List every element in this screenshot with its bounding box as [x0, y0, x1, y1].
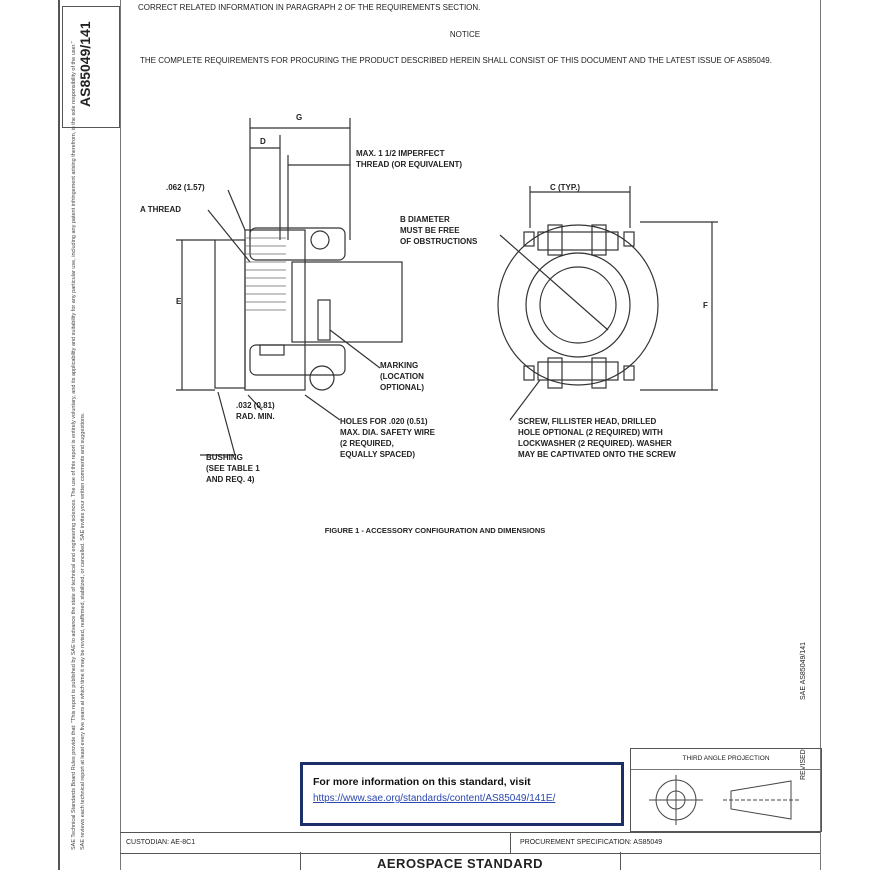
wire-hole-bottom — [310, 366, 334, 390]
wire-hole-top — [311, 231, 329, 249]
label-e: E — [176, 297, 182, 306]
procurement-spec-text: PROCUREMENT SPECIFICATION: AS85049 — [520, 839, 663, 846]
label-a-thread: A THREAD — [140, 205, 182, 214]
label-g: G — [296, 113, 303, 122]
standard-link[interactable]: https://www.sae.org/standards/content/AS85049/141E/ — [313, 793, 556, 804]
label-f: F — [703, 301, 708, 310]
thread-hatching — [246, 238, 286, 310]
projection-symbol-icon — [631, 769, 821, 831]
a-thread-leader — [208, 210, 250, 262]
label-c-typ: C (TYP.) — [550, 183, 581, 192]
right-margin-code: SAE AS85049/141 — [800, 642, 807, 700]
top-note: CORRECT RELATED INFORMATION IN PARAGRAPH 2 OF THE REQUIREMENTS SECTION. — [138, 3, 481, 12]
end-view-bore — [540, 267, 616, 343]
label-dim-062: .062 (1.57) — [166, 183, 205, 192]
marking-leader — [330, 330, 380, 368]
end-view-inner — [526, 253, 630, 357]
more-info-title: For more information on this standard, visit — [313, 776, 531, 788]
holes-leader — [305, 395, 340, 420]
label-imperfect-thread: MAX. 1 1/2 IMPERFECT THREAD (OR EQUIVALENT) — [356, 149, 463, 169]
side-document-code: AS85049/141 — [77, 21, 93, 107]
bushing-leader — [218, 392, 235, 455]
custodian-text: CUSTODIAN: AE-8C1 — [126, 839, 196, 846]
bushing-slot — [260, 345, 284, 355]
right-margin-revised: REVISED — [800, 749, 807, 780]
end-view-outer — [498, 225, 658, 385]
clamp-ear-top — [250, 228, 345, 260]
label-rad-min: .032 (0.81) RAD. MIN. — [236, 401, 275, 421]
title-block-divider — [510, 833, 511, 853]
dim-062-leader — [228, 190, 245, 230]
bushing-flange — [215, 240, 245, 388]
projection-title: THIRD ANGLE PROJECTION — [631, 749, 821, 770]
label-b-diameter: B DIAMETER MUST BE FREE OF OBSTRUCTIONS — [400, 215, 478, 246]
end-view — [498, 186, 718, 420]
washer-br — [624, 366, 634, 380]
label-screw: SCREW, FILLISTER HEAD, DRILLED HOLE OPTIONAL (2 REQUIRED) WITH LOCKWASHER (2 REQUIRED). WASHER MAY BE CAPTIVATED ONTO THE SCREW — [518, 417, 676, 459]
title-block-row — [120, 832, 820, 854]
clamp-barrel — [292, 262, 402, 342]
label-d: D — [260, 137, 266, 146]
notice-text: THE COMPLETE REQUIREMENTS FOR PROCURING THE PRODUCT DESCRIBED HEREIN SHALL CONSIST OF THIS DOCUMENT AND THE LATEST ISSUE OF AS85049. — [140, 56, 772, 65]
side-text-line: SAE reviews each technical report at least every five years at which time it may be revised, reaffirmed, stabilized, or cancelled. SAE invites your written comments and suggestions. — [80, 412, 86, 850]
notice-title: NOTICE — [449, 30, 481, 39]
screw-leader — [510, 380, 540, 420]
figure-caption: FIGURE 1 - ACCESSORY CONFIGURATION AND DIMENSIONS — [324, 526, 546, 535]
aerospace-standard-title: AEROSPACE STANDARD — [377, 856, 543, 871]
label-bushing: BUSHING (SEE TABLE 1 AND REQ. 4) — [206, 453, 260, 484]
label-safety-wire-holes: HOLES FOR .020 (0.51) MAX. DIA. SAFETY WIRE (2 REQUIRED, EQUALLY SPACED) — [340, 417, 435, 459]
third-angle-projection-box — [630, 748, 822, 832]
marking-recess — [318, 300, 330, 340]
label-marking: MARKING (LOCATION OPTIONAL) — [380, 361, 424, 392]
side-text-line: SAE Technical Standards Board Rules provide that: "This report is published by SAE to advance the state of technical and engineering sciences. The use of this report is entirely voluntary, and its applicability and suitability for any particular use, including any patent infringement arising therefrom, is the sole responsibility of the user." — [71, 41, 77, 850]
more-info-box — [300, 762, 624, 826]
title-block-line-right — [620, 852, 621, 870]
